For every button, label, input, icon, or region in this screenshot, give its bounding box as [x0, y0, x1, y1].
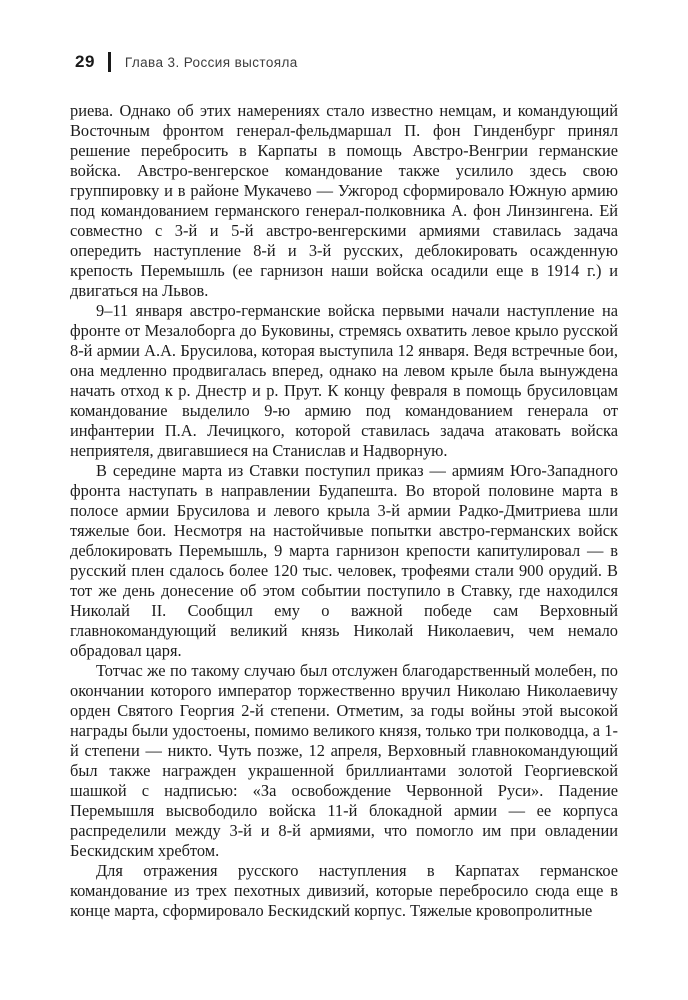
paragraph: 9–11 января австро-германские войска первыми начали наступление на фронте от Мезалоборга до Буковины, стремясь охватить левое крыло русской 8-й армии А.А. Брусилова, которая выступила 12 января. Ведя встречные бои, она медленно продвигалась вперед, однако на левом крыле была вынуждена начать отход к р. Днестр и р. Прут. К концу февраля в помощь брусиловцам командование выделило 9-ю армию под командованием генерала от инфантерии П.А. Лечицкого, которой ставилась задача атаковать войска неприятеля, двигавшиеся на Станислав и Надворную.: [70, 301, 618, 460]
paragraph-continuation: риева. Однако об этих намерениях стало известно немцам, и командующий Восточным фронтом генерал-фельдмаршал П. фон Гинденбург принял решение перебросить в Карпаты в помощь Австро-Венгрии германские войска. Австро-венгерское командование также усилило здесь свою группировку и в районе Мукачево — Ужгород сформировало Южную армию под командованием германского генерал-полковника А. фон Линзингена. Ей совместно с 3-й и 5-й австро-венгерскими армиями ставилась задача опередить наступление 8-й и 3-й русских, деблокировать осажденную крепость Перемышль (ее гарнизон наши войска осадили еще в 1914 г.) и двигаться на Львов.: [70, 101, 618, 300]
page-number: 29: [75, 52, 95, 71]
running-head: [75, 50, 298, 74]
paragraph: Тотчас же по такому случаю был отслужен благодарственный молебен, по окончании которого император торжественно вручил Николаю Николаевичу орден Святого Георгия 2-й степени. Отметим, за годы войны этой высокой награды были удостоены, помимо великого князя, только три полководца, а 1-й степени — никто. Чуть позже, 12 апреля, Верховный главнокомандующий был также награжден украшенной бриллиантами золотой Георгиевской шашкой с надписью: «За освобождение Червонной Руси». Падение Перемышля высвободило войска 11-й блокадной армии — ее корпуса распределили между 3-й и 8-й армиями, что помогло им при овладении Бескидским хребтом.: [70, 661, 618, 860]
body-text: [70, 101, 618, 921]
header-divider: [108, 52, 111, 72]
paragraph: Для отражения русского наступления в Карпатах германское командование из трех пехотных дивизий, которые перебросило сюда еще в конце марта, сформировало Бескидский корпус. Тяжелые кровопролитные: [70, 861, 618, 920]
chapter-title: Глава 3. Россия выстояла: [124, 54, 298, 70]
paragraph: В середине марта из Ставки поступил приказ — армиям Юго-Западного фронта наступать в направлении Будапешта. Во второй половине марта в полосе армии Брусилова и левого крыла 3-й армии Радко-Дмитриева шли тяжелые бои. Несмотря на настойчивые попытки австро-германских войск деблокировать Перемышль, 9 марта гарнизон крепости капитулировал — в русский плен сдалось более 120 тыс. человек, трофеями стали 900 орудий. В тот же день донесение об этом событии поступило в Ставку, где находился Николай II. Сообщил ему о важной победе сам Верховный главнокомандующий великий князь Николай Николаевич, чем немало обрадовал царя.: [70, 461, 618, 660]
